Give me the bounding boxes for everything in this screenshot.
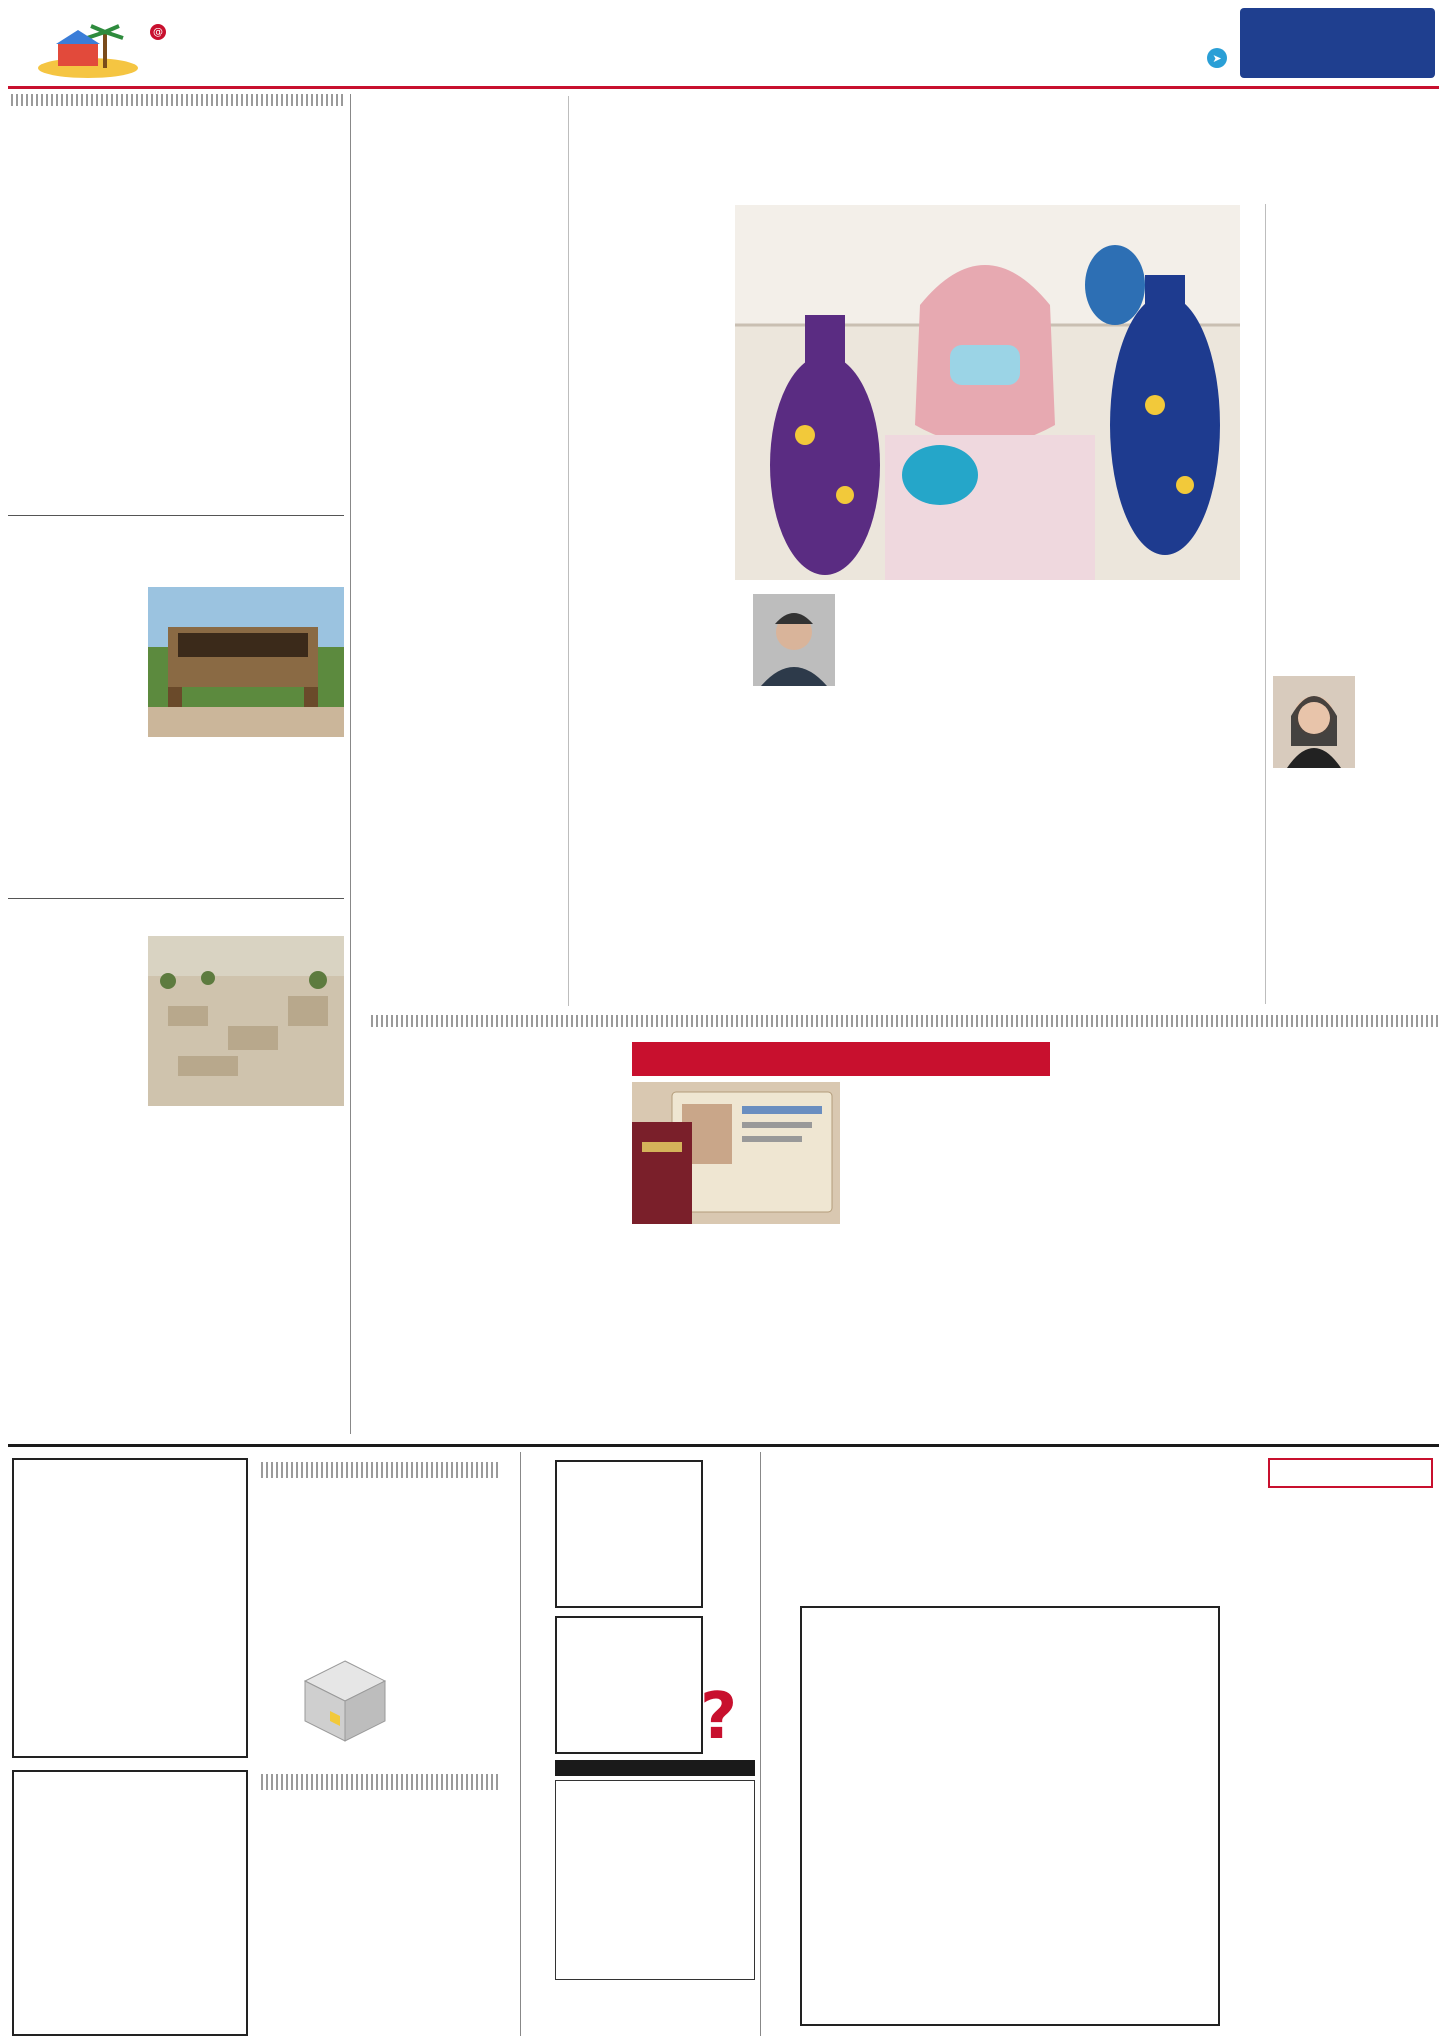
logo [1240,8,1435,78]
sudoku-cube-icon [300,1656,390,1746]
telegram-icon: ➤ [1207,48,1227,68]
crossword-v-clues [1268,1674,1433,2034]
main-column-3b [929,904,1089,1006]
news-3-body [8,936,344,1436]
solved-sudoku-easy [555,1460,703,1608]
masthead-rule [8,86,1439,89]
main-column-3 [929,594,1089,869]
main-column-2 [1101,204,1261,589]
crossword-solution-title [555,1760,755,1776]
main-column-6 [428,130,573,1006]
news-2-body [8,587,344,892]
news-label-bar [8,94,344,106]
report-title [632,1042,1050,1076]
crossword-title [1268,1458,1433,1488]
crossword-h-clues [1268,1508,1433,1658]
telegram-block[interactable] [1201,48,1227,68]
main-column-5 [585,594,745,1006]
news-divider [8,515,344,516]
sudoku-easy-title [258,1462,498,1478]
column-divider [350,94,351,1434]
report-photo [632,1082,840,1224]
crossword-solution-grid [555,1780,755,1980]
news-divider [8,898,344,899]
main-column-1 [1273,204,1433,624]
report-column-1 [1062,1040,1438,1436]
sudoku-rule-1 [258,1556,498,1600]
sudoku-rule-2 [258,1604,498,1648]
question-mark-icon: ? [700,1680,738,1754]
report-label-bar [368,1015,1439,1027]
news-1-body [8,142,344,510]
crossword-grid[interactable] [800,1586,1220,2034]
page-number-badge [8,14,138,78]
sudoku-about [258,1898,498,1978]
section-rule [8,1444,1439,1447]
column-divider [568,96,569,1006]
main-column-1b [1273,676,1433,1006]
sudoku-hard-title [258,1774,498,1790]
report-column-4 [366,1040,620,1436]
report-column-2 [852,1082,1050,1436]
crossword-mid-clues [770,1458,1250,1578]
solved-sudoku-hard [555,1616,703,1754]
masthead [0,0,1447,86]
main-column-4b [757,728,917,1006]
main-column-2b [1101,594,1261,1006]
email[interactable] [150,24,172,40]
main-column-4 [757,594,917,724]
email-icon: @ [150,24,166,40]
column-divider [760,1452,761,2036]
report-column-3 [632,1232,840,1436]
beach-decoration-icon [8,14,138,78]
column-divider [1265,204,1266,1004]
sudoku-easy-grid[interactable] [12,1458,248,1758]
sudoku-hard-grid[interactable] [12,1770,248,2036]
column-divider [520,1452,521,2036]
